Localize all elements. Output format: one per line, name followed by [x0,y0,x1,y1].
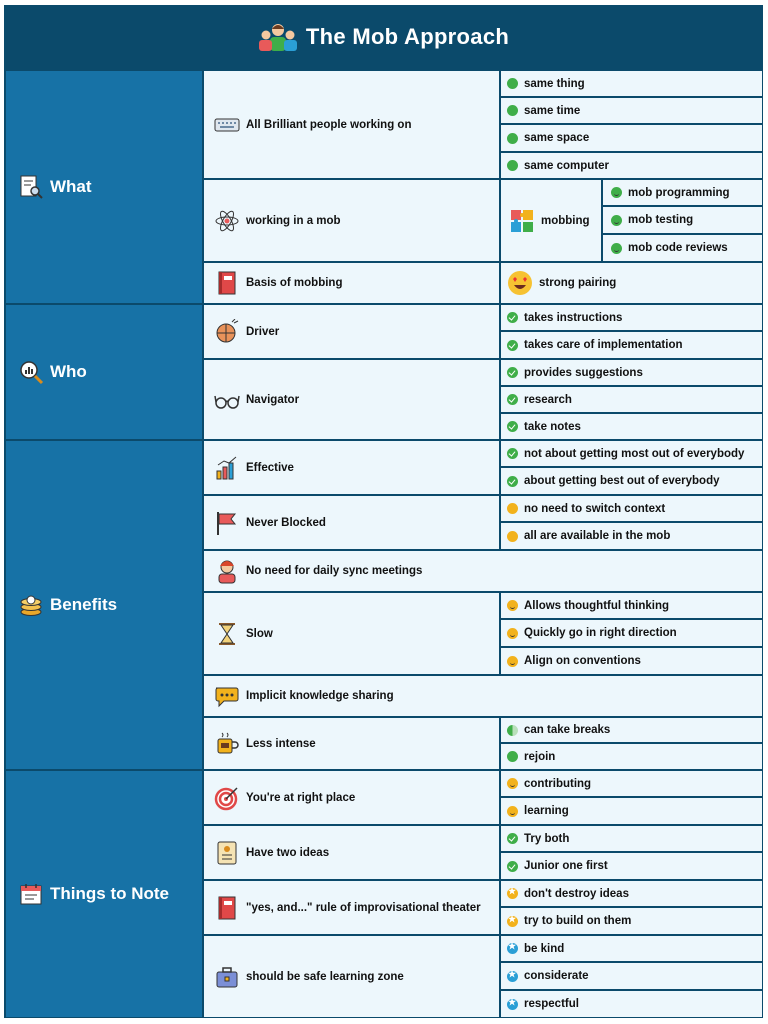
list-item [501,441,762,466]
thinking-emoji-icon [507,600,518,611]
list-item [501,826,762,851]
item-label: be kind [524,942,565,955]
star-icon [507,916,518,927]
list-item [501,263,762,303]
grin-emoji-icon [507,628,518,639]
topic-label: "yes, and..." rule of improvisational theater [246,901,481,914]
topic-yes-and [204,881,499,934]
hourglass-icon [214,621,240,647]
star-icon [507,999,518,1010]
list-item [501,648,762,674]
coins-icon [18,592,44,618]
topic-safe-zone [204,936,499,1017]
item-label: takes care of implementation [524,339,683,351]
list-item [501,71,762,96]
green-dot-icon [507,105,518,116]
list-item [501,991,762,1017]
list-item [603,180,762,205]
book-icon [214,895,240,921]
item-label: try to build on them [524,915,632,927]
list-item [501,771,762,796]
green-dot-icon [507,78,518,89]
star-icon [507,971,518,982]
section-benefits [6,441,202,769]
glasses-icon [214,387,240,413]
chat-bubble-icon [214,683,240,709]
item-label: about getting best out of everybody [524,475,720,487]
item-label: contributing [524,777,592,790]
title-bar [4,5,763,69]
item-label: take notes [524,420,581,433]
topic-driver [204,305,499,358]
item-label: mob programming [628,186,730,199]
topic-label: working in a mob [246,214,341,227]
item-label: research [524,393,572,406]
topic-navigator [204,360,499,439]
item-label: mob code reviews [628,242,728,254]
item-label: no need to switch context [524,502,666,515]
book-icon [214,270,240,296]
bar-chart-icon [214,455,240,481]
section-label: What [50,177,92,196]
list-item [501,881,762,906]
check-icon [507,476,518,487]
item-label: Align on conventions [524,655,641,667]
list-item [501,414,762,439]
item-label: respectful [524,998,579,1010]
grin-emoji-icon [507,778,518,789]
list-item [501,360,762,385]
target-icon [214,785,240,811]
mob-approach-table [4,5,763,1018]
check-icon [507,367,518,378]
subtopic-mobbing [501,180,601,261]
flag-icon [214,510,240,536]
green-dot-icon [507,133,518,144]
section-label: Benefits [50,595,118,614]
list-item [501,718,762,742]
page-title: The Mob Approach [305,24,510,49]
yellow-dot-icon [507,503,518,514]
check-icon [507,421,518,432]
topic-label: Effective [246,461,294,474]
briefcase-icon [214,964,240,990]
list-item [501,523,762,549]
smile-green-icon [611,243,622,254]
atom-icon [214,208,240,234]
topic-label: should be safe learning zone [246,970,404,983]
item-label: all are available in the mob [524,530,671,542]
analytics-search-icon [18,359,44,385]
list-item [501,593,762,618]
item-label: same time [524,104,581,117]
topic-implicit-knowledge [204,676,762,716]
id-card-icon [214,840,240,866]
list-item [501,963,762,989]
green-dot-icon [507,751,518,762]
list-item [501,798,762,824]
smile-emoji-icon [507,656,518,667]
check-icon [507,448,518,459]
topic-label: Never Blocked [246,516,326,529]
check-icon [507,394,518,405]
calendar-icon [18,881,44,907]
item-label: Allows thoughtful thinking [524,599,669,612]
subtopic-label: mobbing [541,214,590,227]
topic-basis [204,263,499,303]
item-label: Try both [524,832,570,845]
item-label: don't destroy ideas [524,887,629,900]
star-icon [507,888,518,899]
list-item [501,853,762,879]
list-item [501,387,762,412]
green-dot-icon [507,160,518,171]
item-label: mob testing [628,214,694,226]
list-item [501,744,762,769]
topic-no-daily-sync [204,551,762,591]
ball-icon [214,319,240,345]
item-label: not about getting most out of everybody [524,447,745,460]
item-label: strong pairing [539,277,617,289]
yellow-dot-icon [507,531,518,542]
item-label: considerate [524,970,589,982]
star-icon [507,943,518,954]
list-item [501,332,762,358]
list-item [603,207,762,233]
topic-never-blocked [204,496,499,549]
item-label: provides suggestions [524,366,643,379]
topic-label: Basis of mobbing [246,277,343,289]
item-label: same computer [524,159,610,172]
list-item [501,98,762,123]
item-label: can take breaks [524,724,611,736]
topic-label: You're at right place [246,791,356,804]
puzzle-icon [509,208,535,234]
list-item [501,908,762,934]
half-circle-icon [507,725,518,736]
item-label: same space [524,132,590,144]
topic-two-ideas [204,826,499,879]
topic-label: No need for daily sync meetings [246,565,423,577]
document-search-icon [18,174,44,200]
topic-right-place [204,771,499,824]
topic-working-in-mob [204,180,499,261]
topic-label: Implicit knowledge sharing [246,690,394,702]
list-item [603,235,762,261]
smile-green-icon [611,187,622,198]
list-item [501,305,762,330]
section-label: Things to Note [50,884,169,903]
topic-effective [204,441,499,494]
item-label: takes instructions [524,311,623,324]
list-item [501,125,762,151]
list-item [501,153,762,178]
item-label: Quickly go in right direction [524,627,677,639]
item-label: rejoin [524,750,556,763]
topic-label: Navigator [246,393,300,406]
topic-label: Driver [246,325,280,338]
check-icon [507,340,518,351]
topic-label: All Brilliant people working on [246,118,412,131]
check-icon [507,861,518,872]
heart-eyes-emoji-icon [507,270,533,296]
topic-slow [204,593,499,674]
keyboard-icon [214,112,240,138]
check-icon [507,312,518,323]
topic-label: Less intense [246,737,316,750]
coffee-icon [214,731,240,757]
smile-green-icon [611,215,622,226]
topic-less-intense [204,718,499,769]
check-icon [507,833,518,844]
topic-label: Have two ideas [246,846,330,859]
person-icon [214,558,240,584]
section-who [6,305,202,439]
item-label: Junior one first [524,860,608,872]
section-label: Who [50,362,87,381]
item-label: same thing [524,77,585,90]
item-label: learning [524,805,569,817]
topic-all-brilliant [204,71,499,178]
section-things-to-note [6,771,202,1017]
list-item [501,936,762,961]
list-item [501,620,762,646]
list-item [501,496,762,521]
topic-label: Slow [246,627,273,640]
list-item [501,468,762,494]
section-what [6,71,202,303]
team-icon [258,22,298,52]
grin-emoji-icon [507,806,518,817]
